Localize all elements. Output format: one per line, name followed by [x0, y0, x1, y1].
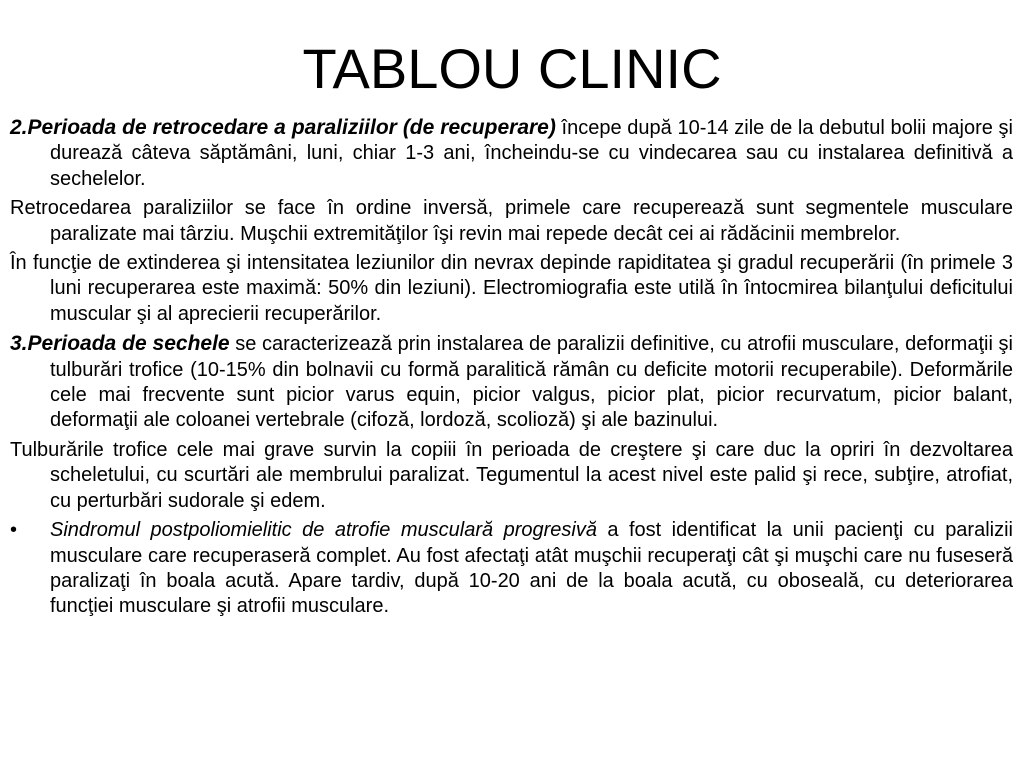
- sequelae-period-heading: 3.Perioada de sechele: [10, 332, 230, 356]
- recovery-period-heading: 2.Perioada de retrocedare a paraliziilor (de recuperare): [10, 116, 556, 139]
- trophic-disorders-text: Tulburările trofice cele mai grave survin la copiii în perioada de creştere şi care duc la opriri în dezvoltarea scheletului, cu scurtări ale membrului paralizat. Tegumentul la acest nivel este palid şi rece, subţire, atrofiat, cu perturbări sudorale şi edem.: [10, 438, 1013, 512]
- paragraph-recovery-period: [10, 115, 1013, 192]
- bullet-icon: •: [10, 519, 18, 542]
- paragraph-retrocession-order: [10, 196, 1013, 247]
- post-polio-syndrome-text: a fost identificat la unii pacienţi cu paralizii musculare care recuperaseră complet. Au fost afectaţi atât muşchii recuperaţi cât şi muşchi care nu fuseseră paralizaţi în boala acută. Apare tardiv, după 10-20 ani de la boala acută, cu oboseală, cu deteriorarea funcţiei musculare şi atrofii musculare.: [50, 519, 1013, 618]
- slide-title: TABLOU CLINIC: [302, 37, 722, 100]
- sequelae-period-text: se caracterizează prin instalarea de paralizii definitive, cu atrofii musculare, deformaţii şi tulburări trofice (10-15% din bolnavii cu formă paralitică rămân cu deficite motorii recuperabile). Deformările cele mai frecvente sunt picior varus equin, picior valgus, picior plat, picior recurvatum, picior balant, deformaţii ale coloanei vertebrale (cifoză, lordoză, scolioză) şi ale bazinului.: [50, 333, 1013, 432]
- paragraph-sequelae-period: [10, 331, 1013, 434]
- lesion-extent-text: În funcţie de extinderea şi intensitatea leziunilor din nevrax depinde rapiditatea şi gradul recuperării (în primele 3 luni recuperarea este maximă: 50% din leziuni). Electromiografia este utilă în întocmirea bilanţului deficitului muscular şi al aprecierii recuperărilor.: [10, 252, 1013, 325]
- retrocession-order-text: Retrocedarea paraliziilor se face în ordine inversă, primele care recuperează sunt segmentele musculare paralizate mai târziu. Muşchii extremităţilor îşi revin mai repede decât cei ai rădăcinii membrelor.: [10, 197, 1013, 245]
- recovery-period-text: începe după 10-14 zile de la debutul bolii majore şi durează câteva săptămâni, luni, chiar 1-3 ani, încheindu-se cu vindecarea sau cu instalarea definitivă a sechelelor.: [50, 117, 1013, 190]
- paragraph-lesion-extent: [10, 251, 1013, 327]
- paragraph-trophic-disorders: [10, 438, 1013, 514]
- paragraph-post-polio-syndrome: [10, 518, 1013, 620]
- post-polio-syndrome-heading: Sindromul postpoliomielitic de atrofie musculară progresivă: [50, 519, 597, 542]
- slide-body: [10, 115, 1013, 624]
